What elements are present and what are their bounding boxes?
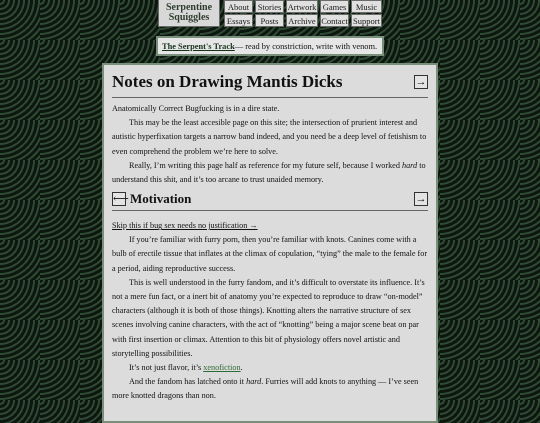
nav-artwork[interactable]: Artwork xyxy=(287,1,317,12)
page-title: Notes on Drawing Mantis Dicks xyxy=(112,72,343,91)
next-section-arrow-icon[interactable]: → xyxy=(415,193,427,206)
serpents-track-link[interactable]: The Serpent's Track xyxy=(162,41,235,51)
nav-contact[interactable]: Contact xyxy=(321,15,348,26)
section-title: Motivation xyxy=(130,191,192,207)
emphasis-hard-2: hard xyxy=(246,377,262,387)
tagline-banner xyxy=(156,36,384,56)
prev-section-arrow-icon[interactable]: ⟵ xyxy=(113,193,129,206)
paragraph-accessibility: This may be the least accesible page on this site; the intersection of prurient interest and autistic hyperfixation targets a narrow band indeed, and you need be a deep level of fetishism to even comprehend the problem we’re here to solve. xyxy=(112,118,427,156)
paragraph-reference xyxy=(112,159,428,187)
nav-essays[interactable]: Essays xyxy=(224,14,253,27)
nav-about[interactable]: About xyxy=(224,0,253,13)
paragraph-fandom: This is well understood in the furry fandom, and it’s difficult to overstate its influence. It’s not a mere fun fact, or a inert bit of anatomy you’re expected to reproduce to draw “on-model” characters (although it is both of those things). Knotting alters the narrative structure of sex scenes involving canine characters, with the act of “knotting” being a major scene beat on par with first insertion or climax. Attention to this bit of physiology offers novel artistic and storytelling possibilities. xyxy=(112,277,425,358)
paragraph-reference-text-b: to understand this shit, and it’s too arcane to trust unaided memory. xyxy=(112,160,426,185)
section-header-left xyxy=(112,191,191,207)
latched-text-a: And the fandom has latched onto it xyxy=(129,377,247,387)
title-row xyxy=(112,71,428,93)
section-header-motivation xyxy=(112,190,428,208)
title-divider xyxy=(112,97,428,98)
next-arrow-icon[interactable]: → xyxy=(415,76,427,88)
brand-line-2: Squiggles xyxy=(168,12,210,23)
xenofiction-text-b: . xyxy=(240,363,243,373)
xenofiction-text-a: It’s not just flavor, it’s xyxy=(129,363,204,373)
section-divider xyxy=(112,210,428,211)
nav-music[interactable]: Music xyxy=(351,0,382,13)
skip-section-link[interactable]: Skip this if bug sex needs no justification → xyxy=(112,221,258,231)
main-nav xyxy=(224,0,382,28)
brand-line-1: Serpentine xyxy=(165,2,213,13)
emphasis-hard: hard xyxy=(401,160,418,170)
site-header xyxy=(158,0,382,28)
nav-archive[interactable]: Archive xyxy=(286,14,318,27)
paragraph-knots: If you’re familiar with furry porn, then you’re familiar with knots. Canines come with a bulb of erectile tissue that inflates at the climax of copulation, “tying” the male to the female for a period, aiding reproductive success. xyxy=(112,235,428,273)
xenofiction-link[interactable]: xenofiction xyxy=(203,363,241,373)
article-panel xyxy=(102,63,438,423)
nav-stories[interactable]: Stories xyxy=(255,0,284,13)
paragraph-xenofiction xyxy=(112,361,428,375)
nav-posts[interactable]: Posts xyxy=(255,14,284,27)
latched-text-b: . Furries will add knots to anything — I’ve seen more knotted dragons than non. xyxy=(112,377,419,401)
tagline-text: — read by constriction, write with venom. xyxy=(234,41,378,51)
site-logo[interactable] xyxy=(158,0,220,27)
nav-games[interactable]: Games xyxy=(320,0,349,13)
nav-support[interactable]: Support xyxy=(351,14,382,27)
paragraph-latched xyxy=(112,375,428,403)
paragraph-reference-text-a: Really, I’m writing this page half as reference for my future self, because I worked xyxy=(129,160,402,170)
intro-paragraph: Anatomically Correct Bugfucking is in a dire state. xyxy=(112,104,280,113)
